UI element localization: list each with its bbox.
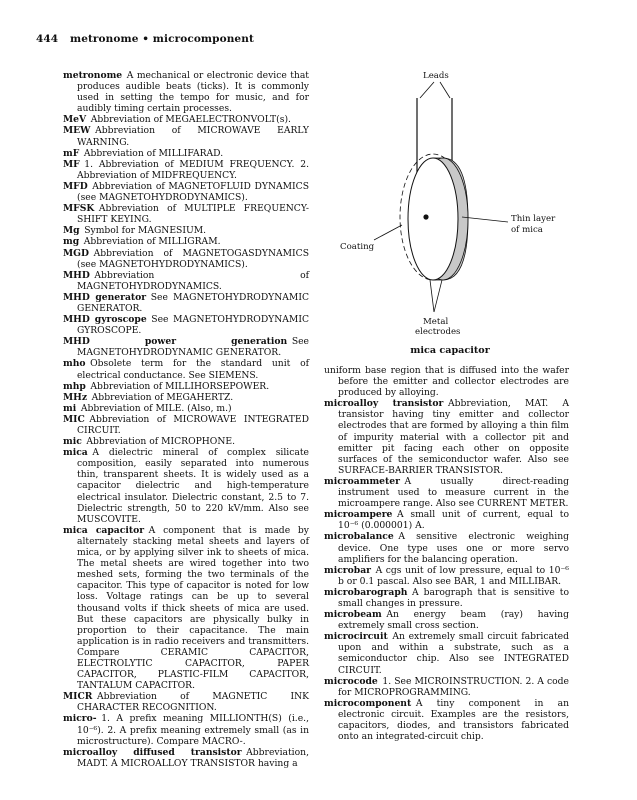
entry-headword: microbar [324,564,371,576]
entry-headword: mho [63,358,86,370]
entry-definition: Obsolete term for the standard unit of electrical conductance. See SIEMENS. [77,358,309,381]
label-thin-layer-1: Thin layer [511,214,556,224]
dictionary-entry [63,358,309,380]
entry-headword: MFSK [63,203,95,215]
entry-definition: An energy beam (ray) having extremely small cross section. [338,609,569,632]
entry-definition: Abbreviation of MILE. (Also, m.) [80,402,232,414]
entry-definition: 1. Abbreviation of MEDIUM FREQUENCY. 2. Abbreviation of MIDFREQUENCY. [77,158,309,181]
mica-capacitor-diagram [330,62,570,342]
entry-definition: Abbreviation of MICROWAVE INTEGRATED CIRCUIT. [77,413,309,436]
dictionary-entry [324,587,569,609]
label-metal-2: electrodes [415,327,461,337]
entry-headword: microcode [324,675,378,687]
entry-definition: A cgs unit of low pressure, equal to 10⁻⁶ b or 0.1 pascal. Also see BAR, 1 and MILLIBAR. [338,564,569,587]
entry-headword: MGD [63,247,89,259]
entry-headword: Mg [63,225,80,237]
dictionary-entry [324,676,569,698]
entry-definition: A mechanical or electronic device that produces audible beats (ticks). It is commonly used in setting the tempo for music, and for audibly timing certain processes. [77,70,309,115]
dictionary-entry [63,70,309,114]
dictionary-entry [63,114,309,125]
entry-headword: MHz [63,391,88,403]
entry-definition: Symbol for MAGNESIUM. [84,225,207,237]
entry-definition: See MAGNETOHYDRODYNAMIC GENERATOR. [77,291,309,314]
entry-definition: Abbreviation of MILLIGRAM. [83,236,221,248]
label-leads: Leads [423,71,449,81]
entry-definition: Abbreviation of MEGAHERTZ. [91,391,234,403]
dictionary-entry [324,476,569,509]
metal-electrode-front [408,158,458,280]
dictionary-entry [63,225,309,236]
dictionary-entry [63,236,309,247]
dictionary-entry [63,381,309,392]
dictionary-entry [63,181,309,203]
mica-capacitor-figure [330,62,570,362]
dictionary-entry [63,525,309,691]
label-thin-layer-2: of mica [511,225,543,235]
entry-headword: MIC [63,413,85,425]
entry-definition: A tiny component in an electronic circuit. Examples are the resistors, capacitors, diodes, and transistors fabricated onto an integrated-circuit chip. [338,697,569,743]
dictionary-entry [324,365,569,398]
entry-headword: mic [63,436,82,448]
entry-headword: MeV [63,114,87,126]
entry-definition: A usually direct-reading instrument used to measure current in the microampere range. Also see CURRENT METER. [338,475,569,510]
entry-headword: microbalance [324,531,394,543]
entry-headword: microcomponent [324,697,412,709]
entry-headword: MFD [63,180,88,192]
dictionary-entry [63,447,309,525]
entry-headword: mica capacitor [63,524,145,536]
entry-headword: MICR [63,691,93,703]
dictionary-entry [63,270,309,292]
entry-headword: mg [63,236,80,248]
dictionary-entry [324,509,569,531]
entry-definition: A barograph that is sensitive to small changes in pressure. [338,586,569,609]
running-header [36,33,254,45]
dictionary-entry [63,248,309,270]
page-number: 444 [36,33,59,45]
entry-headword: metronome [63,70,123,81]
entry-headword: MHD generator [63,291,147,303]
lead-junction [423,214,428,219]
entry-definition: uniform base region that is diffused into the wafer before the emitter and collector electrodes are produced by alloying. [324,365,569,399]
dictionary-entry [324,698,569,742]
entry-definition: A component that is made by alternately stacking metal sheets and layers of mica, or by applying silver ink to sheets of mica. The metal sheets are wired together into two meshed sets, forming the two terminals of the capacitor. This type of capacitor is noted for low loss. Voltage ratings can be up to several thousand volts if thick sheets of mica are used. But these capacitors are physically bulky in proportion to their capacitance. The main application is in radio receivers and transmitters. Compare CERAMIC CAPACITOR, ELECTROLYTIC CAPACITOR, PAPER CAPACITOR, PLASTIC-FILM CAPACITOR, TANTALUM CAPACITOR. [77,524,309,692]
entry-headword: microalloy diffused transistor [63,746,242,758]
dictionary-entry [63,414,309,436]
entry-definition: Abbreviation of MICROWAVE EARLY WARNING. [77,125,309,148]
entry-definition: Abbreviation of MILLIFARAD. [83,147,224,159]
label-coating: Coating [340,242,375,252]
entry-definition: See MAGNETOHYDRODYNAMIC GENERATOR. [77,336,309,359]
label-metal-1: Metal [423,317,449,327]
entry-definition: Abbreviation, MAT. A transistor having tiny emitter and collector electrodes that are formed by alloying a thin film of impurity material with a collector pit and emitter pit facing each other on opposite surfaces of the semiconductor wafer. Also see SURFACE-BARRIER TRANSISTOR. [338,398,570,476]
entry-headword: MEW [63,125,91,137]
entry-headword: microampere [324,509,393,521]
entry-headword: microammeter [324,475,400,487]
dictionary-entry [324,631,569,675]
entry-headword: mhp [63,380,86,392]
dictionary-entry [324,531,569,564]
entry-definition: Abbreviation, MADT. A MICROALLOY TRANSISTOR having a [77,746,309,769]
dictionary-entry [63,747,309,769]
dictionary-entry [63,392,309,403]
entry-definition: Abbreviation of MICROPHONE. [86,436,235,448]
entry-headword: MHD gyroscope [63,314,147,326]
dictionary-entry [63,125,309,147]
header-title: metronome • microcomponent [69,33,254,45]
figure-caption: mica capacitor [410,345,490,356]
entry-headword: micro- [63,713,97,725]
entry-definition: Abbreviation of MILLIHORSEPOWER. [90,380,270,392]
dictionary-entry [63,436,309,447]
dictionary-entry [324,398,569,476]
entry-definition: A dielectric mineral of complex silicate composition, easily separated into numerous thin, transparent sheets. It is widely used as a capacitor dielectric and high-temperature electrical insulator. Dielectric constant, 2.5 to 7. Dielectric strength, 50 to 220 kV/mm. Also see MUSCOVITE. [77,447,309,525]
dictionary-entry [63,403,309,414]
dictionary-entry [63,203,309,225]
entry-definition: Abbreviation of MEGAELECTRONVOLT(s). [90,114,291,126]
right-column [324,365,569,742]
entry-headword: microcircuit [324,631,388,643]
entry-definition: A small unit of current, equal to 10⁻⁶ (0.000001) A. [338,509,569,532]
entry-definition: Abbreviation of MAGNETOFLUID DYNAMICS (see MAGNETOHYDRODYNAMICS). [77,180,309,204]
dictionary-entry [324,565,569,587]
entry-headword: MHD [63,269,90,281]
entry-headword: microbeam [324,609,382,621]
dictionary-entry [63,148,309,159]
dictionary-entry [324,609,569,631]
entry-definition: Abbreviation of MAGNETOHYDRODYNAMICS. [77,269,309,292]
entry-headword: mF [63,147,80,159]
entry-headword: microalloy transistor [324,398,444,410]
entry-headword: mica [63,447,88,459]
dictionary-entry [63,314,309,336]
entry-definition: 1. See MICROINSTRUCTION. 2. A code for MICROPROGRAMMING. [338,675,569,698]
entry-definition: An extremely small circuit fabricated upon and within a substrate, such as a semiconductor chip. Also see INTEGRATED CIRCUIT. [338,631,569,676]
dictionary-entry [63,713,309,746]
entry-definition: Abbreviation of MAGNETIC INK CHARACTER RECOGNITION. [77,691,309,714]
dictionary-entry [63,691,309,713]
dictionary-entry [63,292,309,314]
entry-headword: mi [63,402,77,414]
dictionary-entry [63,336,309,358]
dictionary-entry [63,159,309,181]
entry-headword: MHD power generation [63,336,288,348]
entry-definition: 1. A prefix meaning MILLIONTH(S) (i.e., 10⁻⁶). 2. A prefix meaning extremely small (as in microstructure). Compare MACRO-. [77,713,309,747]
entry-definition: A sensitive electronic weighing device. One type uses one or more servo amplifiers for the balancing operation. [338,531,569,565]
entry-headword: MF [63,158,80,170]
entry-headword: microbarograph [324,586,408,598]
entry-definition: Abbreviation of MAGNETOGASDYNAMICS (see MAGNETOHYDRODYNAMICS). [77,247,309,270]
entry-definition: See MAGNETOHYDRODYNAMIC GYROSCOPE. [77,314,309,337]
entry-definition: Abbreviation of MULTIPLE FREQUENCY-SHIFT KEYING. [77,203,309,226]
left-column [63,70,309,769]
